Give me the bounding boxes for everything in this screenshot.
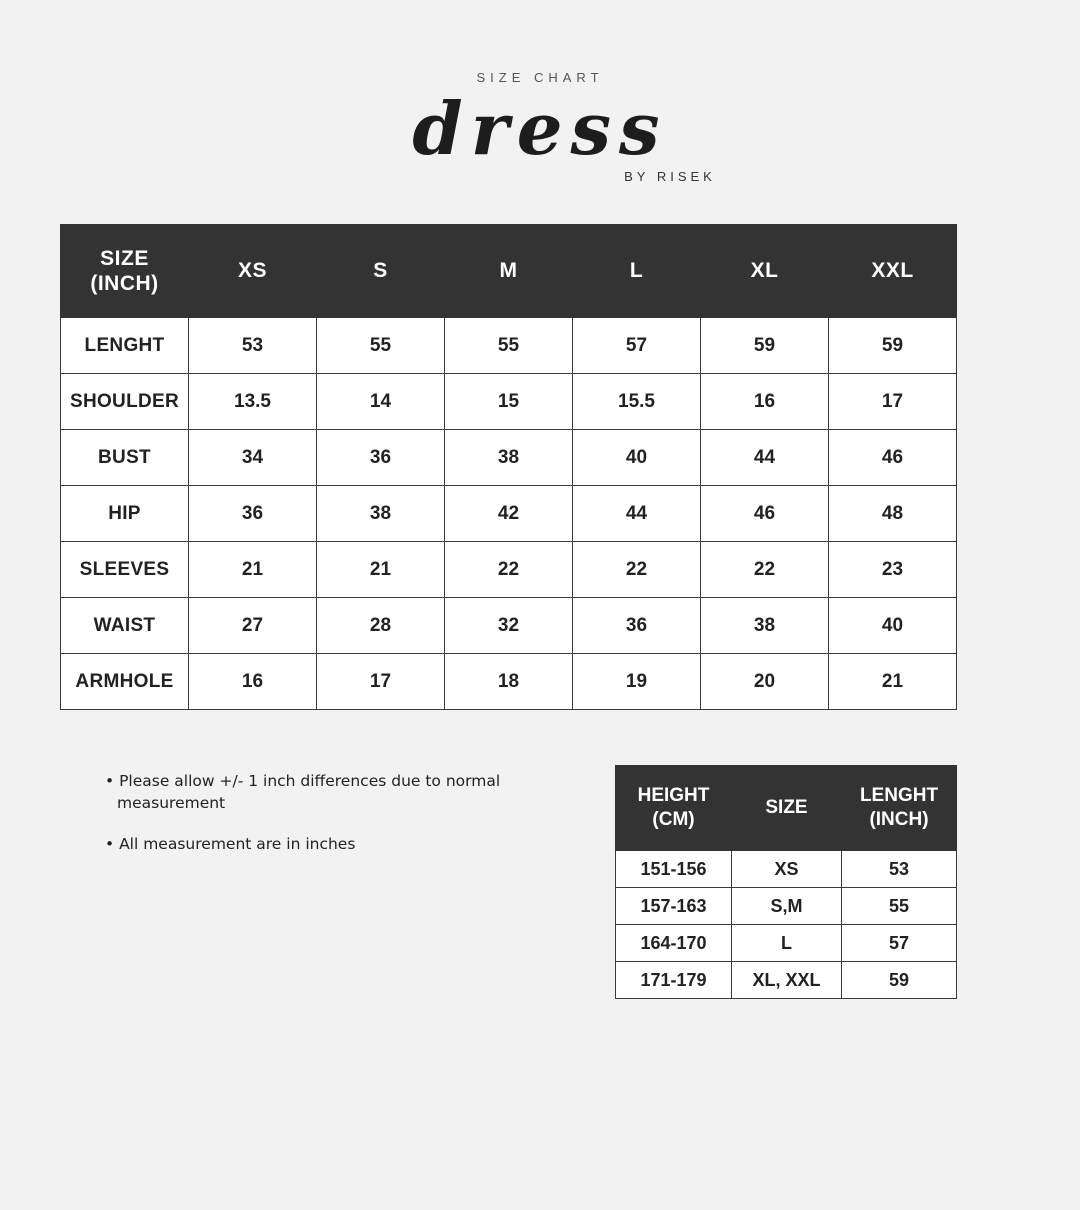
note-item: • All measurement are in inches: [105, 834, 356, 853]
table-cell: 21: [317, 542, 445, 598]
table-cell: 16: [701, 374, 829, 430]
size-table-body: [61, 318, 957, 710]
table-cell: 21: [189, 542, 317, 598]
table-row: [61, 542, 957, 598]
table-cell: 28: [317, 598, 445, 654]
table-cell: 46: [829, 430, 957, 486]
column-header-height-line2: (CM): [652, 809, 695, 830]
table-cell: 38: [317, 486, 445, 542]
table-row: [61, 318, 957, 374]
table-cell: 36: [189, 486, 317, 542]
table-cell: 38: [445, 430, 573, 486]
table-cell: 46: [701, 486, 829, 542]
size-unit-header: [61, 225, 189, 318]
byline-label: BY RISEK: [624, 168, 716, 184]
height-size-table: [615, 765, 957, 999]
table-cell: 44: [573, 486, 701, 542]
table-cell: L: [732, 925, 842, 962]
table-cell: 18: [445, 654, 573, 710]
table-cell: 48: [829, 486, 957, 542]
table-row: [616, 925, 957, 962]
table-row: [61, 598, 957, 654]
row-label: HIP: [61, 486, 189, 542]
column-header-s: S: [317, 225, 445, 318]
eyebrow-label: SIZE CHART: [476, 70, 604, 85]
table-cell: 40: [573, 430, 701, 486]
table-cell: 32: [445, 598, 573, 654]
page-title: dress: [412, 86, 668, 171]
column-header-size-line1: SIZE: [765, 797, 808, 819]
table-cell: 55: [842, 888, 957, 925]
table-cell: 34: [189, 430, 317, 486]
table-cell: 38: [701, 598, 829, 654]
table-cell: XL, XXL: [732, 962, 842, 999]
table-cell: 59: [701, 318, 829, 374]
row-label: BUST: [61, 430, 189, 486]
height-table-head: [616, 766, 957, 851]
table-cell: S,M: [732, 888, 842, 925]
table-cell: 171-179: [616, 962, 732, 999]
size-unit-header-line2: (INCH): [90, 272, 159, 295]
table-cell: 57: [842, 925, 957, 962]
table-cell: 42: [445, 486, 573, 542]
row-label: WAIST: [61, 598, 189, 654]
table-cell: 27: [189, 598, 317, 654]
table-row: [61, 486, 957, 542]
column-header-length-line1: LENGHT: [859, 785, 939, 807]
column-header-xl: XL: [701, 225, 829, 318]
table-cell: 59: [842, 962, 957, 999]
table-cell: 151-156: [616, 851, 732, 888]
column-header-size: [732, 766, 842, 851]
table-cell: 15: [445, 374, 573, 430]
table-row: [61, 430, 957, 486]
row-label: LENGHT: [61, 318, 189, 374]
size-table: [60, 224, 957, 710]
table-cell: 36: [317, 430, 445, 486]
column-header-m: M: [445, 225, 573, 318]
table-cell: 20: [701, 654, 829, 710]
table-cell: 22: [445, 542, 573, 598]
height-table-container: [615, 765, 956, 999]
table-cell: 16: [189, 654, 317, 710]
table-cell: 13.5: [189, 374, 317, 430]
note-item: • Please allow +/- 1 inch differences due to normal measurement: [105, 772, 501, 813]
table-cell: 14: [317, 374, 445, 430]
table-cell: 59: [829, 318, 957, 374]
table-cell: 157-163: [616, 888, 732, 925]
table-row: [616, 888, 957, 925]
table-row: [61, 374, 957, 430]
size-table-head: [61, 225, 957, 318]
table-cell: 53: [189, 318, 317, 374]
column-header-height: [616, 766, 732, 851]
size-unit-header-line1: SIZE: [100, 246, 149, 270]
table-cell: 164-170: [616, 925, 732, 962]
table-cell: 23: [829, 542, 957, 598]
table-cell: XS: [732, 851, 842, 888]
table-header-row: [616, 766, 957, 851]
table-cell: 53: [842, 851, 957, 888]
table-cell: 55: [445, 318, 573, 374]
table-cell: 55: [317, 318, 445, 374]
table-row: [61, 654, 957, 710]
table-cell: 36: [573, 598, 701, 654]
column-header-height-line1: HEIGHT: [637, 785, 710, 807]
notes-section: [105, 770, 525, 873]
height-table-body: [616, 851, 957, 999]
table-cell: 17: [829, 374, 957, 430]
table-row: [616, 851, 957, 888]
column-header-length: [842, 766, 957, 851]
table-cell: 22: [701, 542, 829, 598]
column-header-l: L: [573, 225, 701, 318]
table-cell: 19: [573, 654, 701, 710]
table-cell: 40: [829, 598, 957, 654]
table-cell: 17: [317, 654, 445, 710]
table-cell: 44: [701, 430, 829, 486]
column-header-xs: XS: [189, 225, 317, 318]
chart-header: [0, 0, 1080, 184]
column-header-length-line2: (INCH): [869, 809, 929, 830]
table-cell: 21: [829, 654, 957, 710]
row-label: SLEEVES: [61, 542, 189, 598]
table-cell: 57: [573, 318, 701, 374]
size-table-container: [60, 224, 956, 710]
table-cell: 22: [573, 542, 701, 598]
row-label: SHOULDER: [61, 374, 189, 430]
column-header-xxl: XXL: [829, 225, 957, 318]
table-header-row: [61, 225, 957, 318]
table-cell: 15.5: [573, 374, 701, 430]
row-label: ARMHOLE: [61, 654, 189, 710]
table-row: [616, 962, 957, 999]
